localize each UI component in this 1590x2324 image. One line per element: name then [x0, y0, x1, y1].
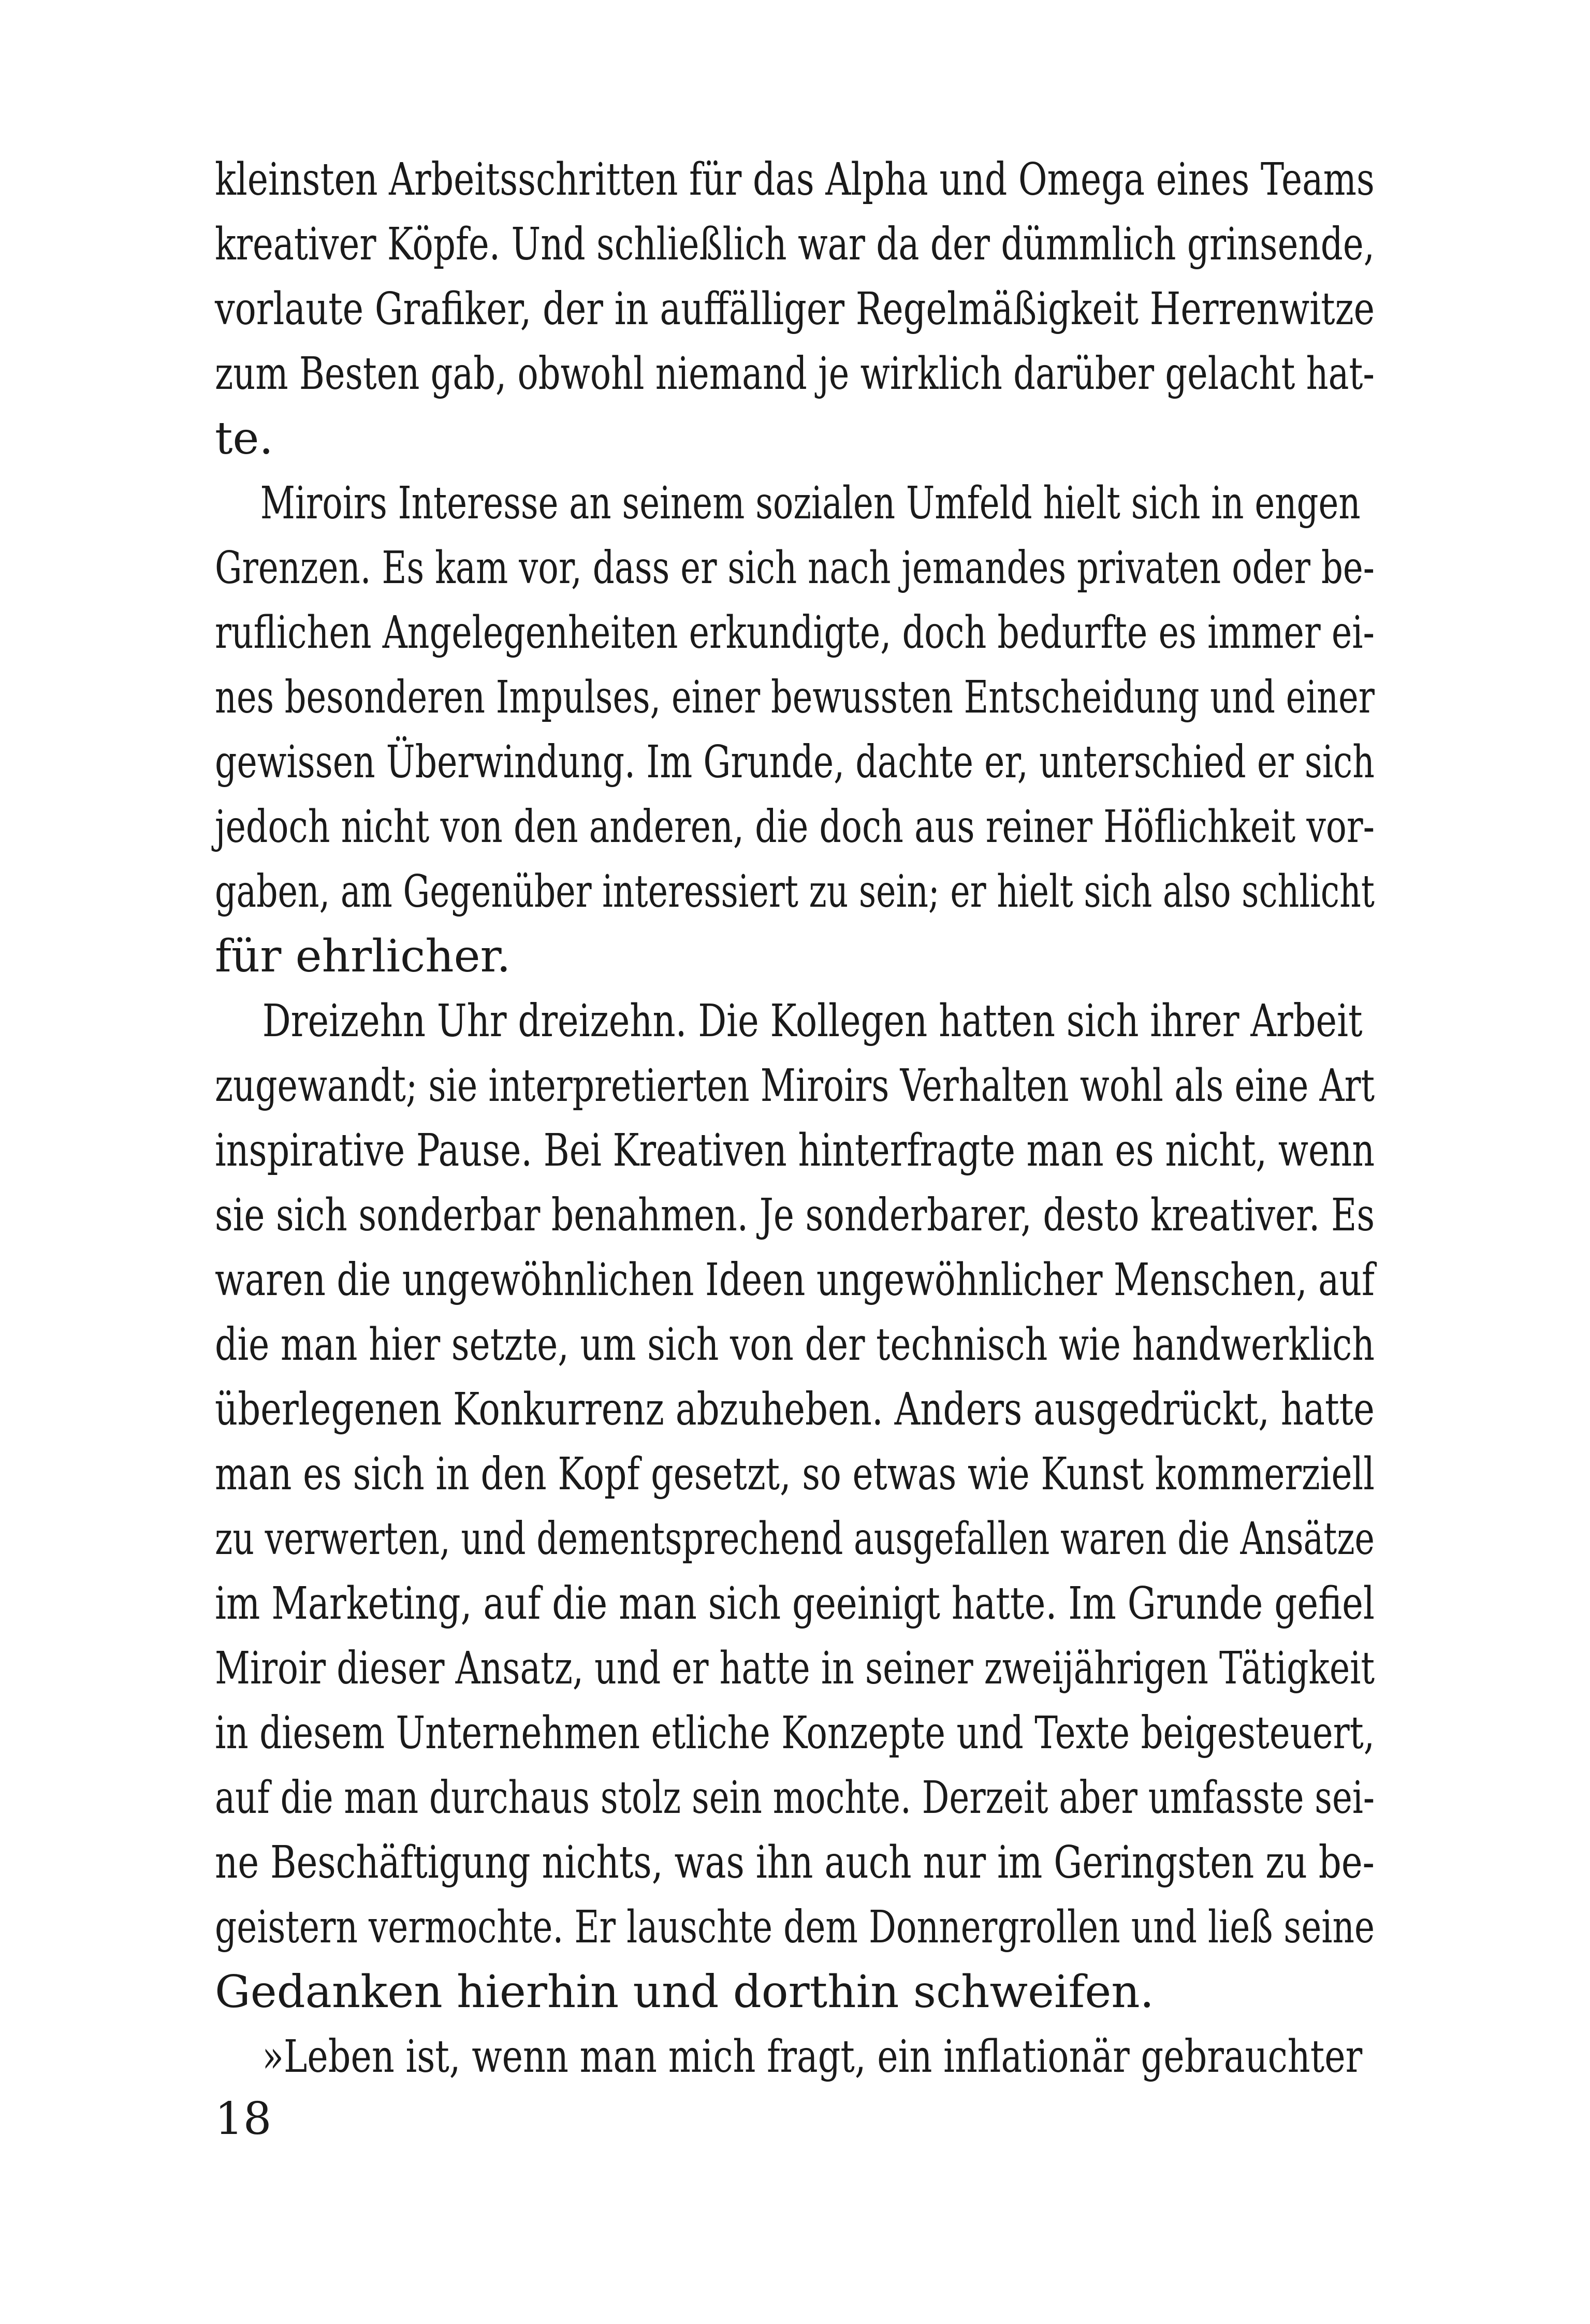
- text-line: ruflichen Angelegenheiten erkundigte, doch bedurfte es immer ei-: [215, 607, 1375, 659]
- text-line: kreativer Köpfe. Und schließlich war da der dümmlich grinsende,: [215, 219, 1375, 270]
- text-line: zu verwerten, und dementsprechend ausgefallen waren die Ansätze: [215, 1513, 1375, 1565]
- text-line: in diesem Unternehmen etliche Konzepte und Texte beigesteuert,: [215, 1707, 1375, 1759]
- text-line: Miroir dieser Ansatz, und er hatte in seiner zweijährigen Tätigkeit: [215, 1643, 1375, 1694]
- text-line: inspirative Pause. Bei Kreativen hinterfragte man es nicht, wenn: [215, 1125, 1375, 1176]
- text-line: gaben, am Gegenüber interessiert zu sein; er hielt sich also schlicht: [215, 866, 1375, 918]
- text-line: gewissen Überwindung. Im Grunde, dachte er, unterschied er sich: [215, 736, 1375, 788]
- page-number: 18: [215, 2093, 272, 2145]
- text-line: für ehrlicher.: [215, 931, 511, 982]
- text-line: waren die ungewöhnlichen Ideen ungewöhnlicher Menschen, auf: [215, 1254, 1375, 1306]
- text-line: auf die man durchaus stolz sein mochte. Derzeit aber umfasste sei-: [215, 1772, 1375, 1824]
- text-line: Miroirs Interesse an seinem sozialen Umfeld hielt sich in engen: [260, 477, 1361, 529]
- text-line: zum Besten gab, obwohl niemand je wirklich darüber gelacht hat-: [215, 348, 1375, 400]
- text-line: man es sich in den Kopf gesetzt, so etwas wie Kunst kommerziell: [215, 1448, 1375, 1500]
- text-line: te.: [215, 413, 273, 464]
- text-line: ne Beschäftigung nichts, was ihn auch nur im Geringsten zu be-: [215, 1837, 1375, 1889]
- text-line: die man hier setzte, um sich von der technisch wie handwerklich: [215, 1319, 1375, 1371]
- text-line: geistern vermochte. Er lauschte dem Donnergrollen und ließ seine: [215, 1901, 1375, 1953]
- paragraph: [215, 148, 1375, 471]
- text-line: Gedanken hierhin und dorthin schweifen.: [215, 1966, 1154, 2018]
- text-line: vorlaute Grafiker, der in auffälliger Regelmäßigkeit Herrenwitze: [215, 283, 1375, 335]
- text-line: sie sich sonderbar benahmen. Je sonderbarer, desto kreativer. Es: [215, 1189, 1375, 1241]
- paragraph: [215, 471, 1375, 989]
- body-text: [215, 148, 1375, 2089]
- text-line: »Leben ist, wenn man mich fragt, ein inflationär gebrauchter: [262, 2031, 1363, 2083]
- text-line: überlegenen Konkurrenz abzuheben. Anders ausgedrückt, hatte: [215, 1384, 1375, 1435]
- text-line: kleinsten Arbeitsschritten für das Alpha und Omega eines Teams: [215, 154, 1375, 206]
- text-line: im Marketing, auf die man sich geeinigt hatte. Im Grunde gefiel: [215, 1578, 1375, 1630]
- text-line: Grenzen. Es kam vor, dass er sich nach jemandes privaten oder be-: [215, 542, 1375, 594]
- paragraph: [215, 989, 1375, 2025]
- paragraph: [215, 2025, 1375, 2089]
- text-line: Dreizehn Uhr dreizehn. Die Kollegen hatten sich ihrer Arbeit: [262, 995, 1363, 1047]
- text-line: zugewandt; sie interpretierten Miroirs Verhalten wohl als eine Art: [215, 1060, 1375, 1112]
- text-line: nes besonderen Impulses, einer bewussten Entscheidung und einer: [215, 672, 1375, 723]
- text-line: jedoch nicht von den anderen, die doch aus reiner Höflichkeit vor-: [215, 801, 1375, 853]
